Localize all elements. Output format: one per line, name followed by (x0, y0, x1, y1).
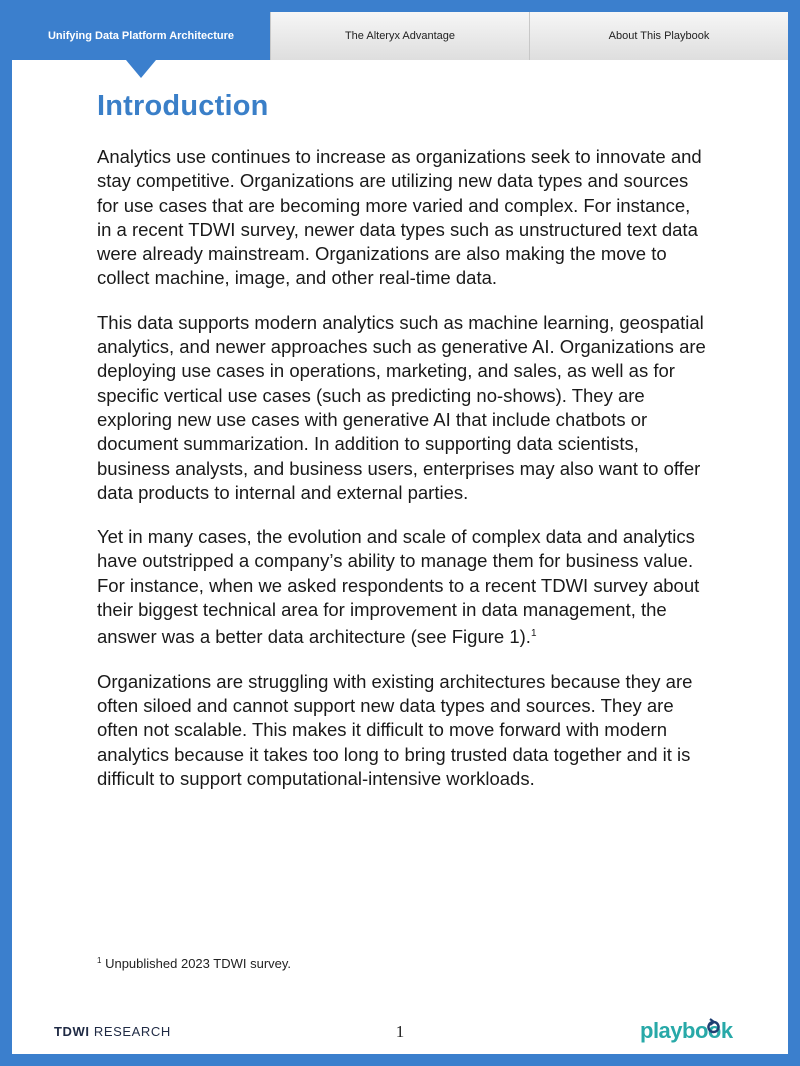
document-page (12, 60, 788, 1054)
footnote-marker: 1 (97, 956, 102, 965)
paragraph-2: This data supports modern analytics such as machine learning, geospatial analytics, and newer approaches such as generative AI. Organizations are deploying use cases in operations, marketing, and sales, as well as for specific vertical use cases (such as predicting no-shows). They are exploring new use cases with generative AI that include chatbots or document summarization. In addition to supporting data scientists, business analysts, and business users, enterprises may also want to offer data products to internal and external parties. (97, 311, 706, 503)
footnote-text: Unpublished 2023 TDWI survey. (105, 956, 292, 971)
tab-about-this-playbook[interactable] (529, 12, 788, 60)
paragraph-1: Analytics use continues to increase as organizations seek to innovate and stay competitive. Organizations are utilizing new data types and sources for use cases that are becoming more varied and complex. For instance, in a recent TDWI survey, newer data types such as unstructured text data were already mainstream. Organizations are also making the move to collect machine, image, and other real-time data. (97, 146, 702, 289)
tab-label: The Alteryx Advantage (344, 30, 456, 42)
page-number: 1 (395, 1022, 405, 1041)
tab-unifying-data-platform-architecture[interactable] (12, 12, 270, 60)
main-content (97, 90, 707, 791)
brand-bold: TDWI (54, 1024, 90, 1039)
tab-alteryx-advantage[interactable] (270, 12, 529, 60)
tab-label: About This Playbook (608, 30, 710, 42)
footnote-reference[interactable]: 1 (530, 628, 537, 640)
active-tab-indicator (126, 60, 156, 78)
page-title: Introduction (97, 90, 269, 122)
playbook-logo-text: playbook (640, 1018, 733, 1043)
paragraph-4: Organizations are struggling with existing architectures because they are often siloed and cannot support new data types and sources. They are often not scalable. This makes it difficult to move forward with modern analytics because it takes too long to bring trusted data together and it is difficult to support computational-intensive workloads. (97, 670, 693, 789)
section-tabs (12, 12, 788, 60)
brand-rest: RESEARCH (89, 1024, 171, 1039)
tab-label: Unifying Data Platform Architecture (47, 30, 234, 42)
paragraph-3-text: Yet in many cases, the evolution and scale of complex data and analytics have outstripped a company’s ability to manage them for business value. For instance, when we asked respondents to a recent TDWI survey about their biggest technical area for improvement in data management, the answer was a better data architecture (see Figure 1). (97, 526, 700, 648)
footnote (97, 956, 291, 971)
playbook-logo-graphic (640, 1016, 746, 1046)
playbook-logo (640, 1016, 746, 1046)
paragraph-3 (97, 525, 707, 649)
